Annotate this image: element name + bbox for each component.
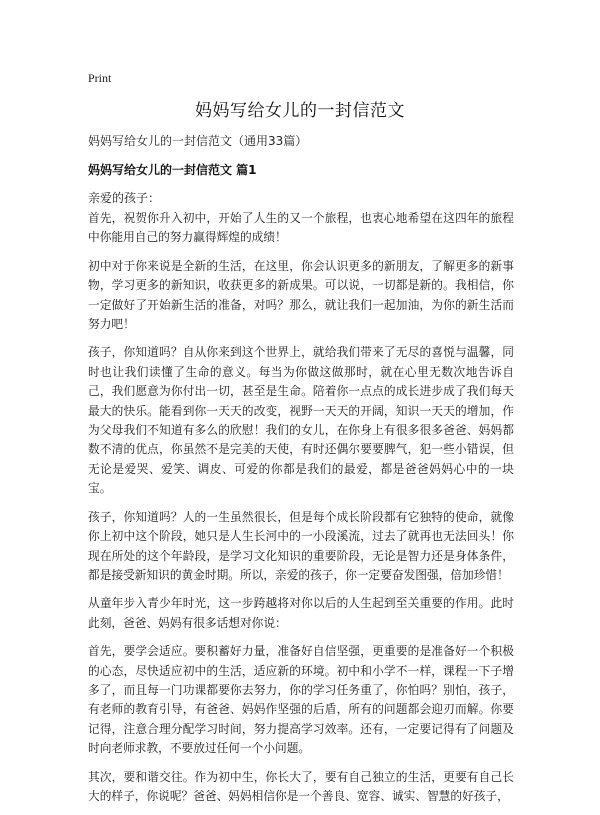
paragraph: 孩子，你知道吗？自从你来到这个世界上，就给我们带来了无尽的喜悦与温馨，同时也让我们读懂了生命的意义。每当为你做这做那时，就在心里无数次地告诉自己，我们愿意为你付出一切，甚至是生命。陪着你一点点的成长进步成了我们每天最大的快乐。能看到你一天天的改变，视野一天天的开阔，知识一天天的增加，作为父母我们不知道有多么的欣慰！我们的女儿，在你身上有很多很多爸爸、妈妈都数不清的优点，你虽然不是完美的天使，有时还偶尔要要脾气，犯一些小错误，但无论是爱哭、爱笑、调皮、可爱的你都是我们的最爱，都是爸爸妈妈心中的一块宝。	[88, 345, 514, 496]
paragraph: 孩子，你知道吗？人的一生虽然很长，但是每个成长阶段都有它独特的使命，就像你上初中这个阶段，她只是人生长河中的一小段溪流，过去了就再也无法回头！你现在所处的这个年龄段，是学习文化知识的重要阶段，无论是智力还是身体条件，都是接受新知识的黄金时期。所以，亲爱的孩子，你一定要奋发图强，倍加珍惜！	[88, 509, 514, 582]
salutation: 亲爱的孩子：	[88, 191, 161, 205]
paragraph: 初中对于你来说是全新的生活，在这里，你会认识更多的新朋友，了解更多的新事物，学习更多的新知识，收获更多的新成果。可以说，一切都是新的。我相信，你一定做好了开始新生活的准备，对吗？那么，就让我们一起加油，为你的新生活而努力吧！	[88, 258, 514, 332]
letter-body	[88, 209, 514, 815]
paragraph: 首先，要学会适应。要积蓄好力量，准备好自信坚强，更重要的是准备好一个积极的心态，尽快适应初中的生活，适应新的环境。初中和小学不一样，课程一下子增多了，而且每一门功课都要你去努力，你的学习任务重了，你怕吗？别怕，孩子，有老师的教育引导，有爸爸、妈妈作坚强的后盾，所有的问题都会迎刃而解。你要记得，注意合理分配学习时间，努力提高学习效率。还有，一定要记得有了问题及时向老师求教，不要放过任何一个小问题。	[88, 644, 514, 756]
print-label[interactable]: Print	[88, 71, 112, 85]
subtitle: 妈妈写给女儿的一封信范文（通用33篇）	[88, 134, 308, 148]
section-heading: 妈妈写给女儿的一封信范文 篇1	[88, 163, 257, 177]
paragraph: 从童年步入青少年时光，这一步跨越将对你以后的人生起到至关重要的作用。此时此刻，爸爸、妈妈有很多话想对你说：	[88, 596, 514, 630]
page-title: 妈妈写给女儿的一封信范文	[195, 101, 405, 121]
paragraph: 首先，祝贺你升入初中，开始了人生的又一个旅程，也衷心地希望在这四年的旅程中你能用自己的努力赢得辉煌的成绩！	[88, 211, 514, 245]
paragraph: 其次，要和谐交往。作为初中生，你长大了，要有自己独立的生活，更要有自己长大的样子，你说呢？爸爸、妈妈相信你是一个善良、宽容、诚实、智慧的好孩子，	[88, 769, 514, 803]
